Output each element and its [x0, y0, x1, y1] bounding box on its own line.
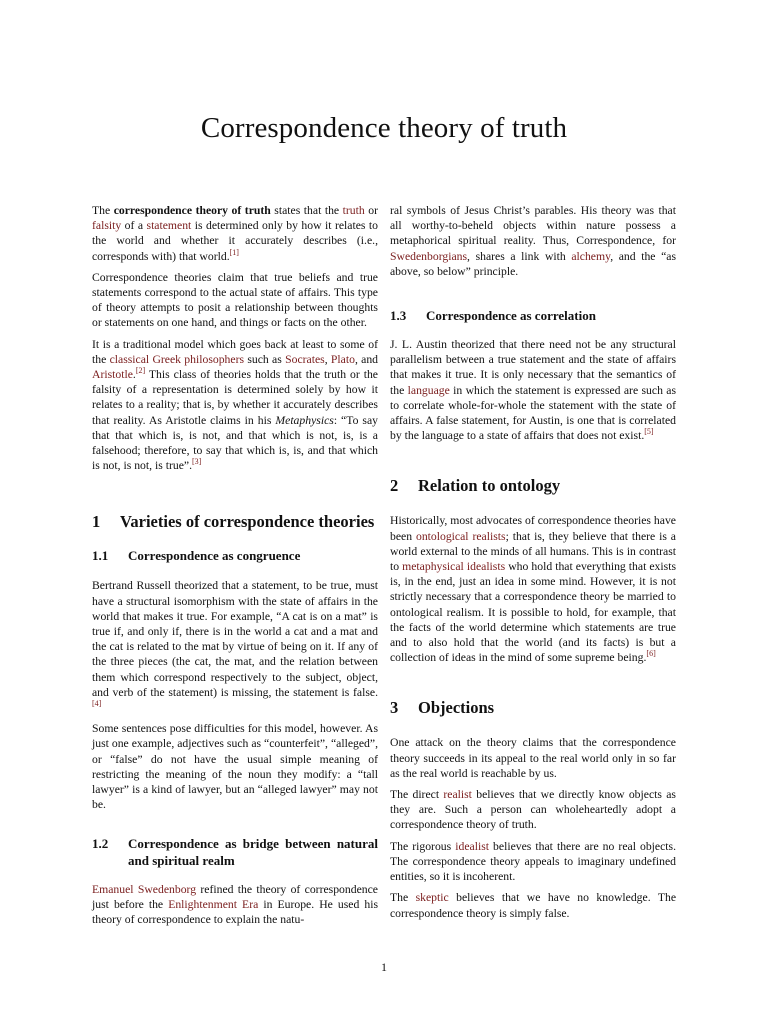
text: in which the statement is expressed are such as to correlate whole-for-whole the statement with the state of affairs. A false statement, for Austin, is one that is correlated by the language to a state of affairs that does not exist. [390, 383, 677, 443]
subsection-title: Correspondence as congruence [128, 548, 301, 564]
section-number: 2 [390, 476, 399, 496]
subsection-1-3-heading [390, 307, 676, 324]
text: Bertrand Russell theorized that a statement, to be true, must have a structural isomorphism with the state of affairs in the world that makes it true. For example, “A cat is on a mat” is true if, and only if, there is in the world a cat and a mat and the cat is related to the mat by virtue of being on it. If any of the three pieces (the cat, the mat, and the relation between them which correspond respectively to the subject, object, and verb of the statement) is missing, the statement is false. [92, 579, 378, 699]
text: ; that is, they believe that there is a world external to the minds of all humans. This is in contrast to [390, 529, 676, 574]
text: of a [121, 219, 147, 233]
intro-paragraph-3 [92, 337, 378, 474]
text: believes that we have no knowledge. The correspondence theory is simply false. [390, 891, 677, 920]
left-column [92, 203, 378, 933]
subsection-number: 1.3 [390, 308, 407, 324]
link-swedenborgians[interactable]: Swedenborgians [390, 249, 468, 263]
subsection-number: 1.2 [92, 835, 109, 851]
text: in Europe. He used his theory of correspondence to explain the natu- [92, 897, 379, 926]
text: , and the “as above, so below” principle. [390, 249, 676, 278]
subsection-1-1-heading [92, 547, 378, 564]
text: believes that there are no real objects. The correspondence theory appeals to imaginary undefined entities, so it is incoherent. [390, 839, 677, 884]
section-title: Objections [418, 698, 495, 718]
text: refined the theory of correspondence just before the [92, 882, 378, 911]
text: This class of theories holds that the truth or the falsity of a representation is determined solely by how it relates to a reality; that is, by whether it accurately describes that reality. As Aristotle claims in his [92, 368, 378, 427]
section-title: Relation to ontology [418, 476, 561, 496]
link-emanuel-swedenborg[interactable]: Emanuel Swedenborg [92, 882, 197, 896]
text: . [132, 368, 136, 382]
citation-1[interactable]: [1] [229, 247, 239, 257]
text: The direct [390, 788, 444, 802]
section-number: 1 [92, 512, 101, 532]
intro-paragraph-1 [92, 203, 378, 264]
citation-3[interactable]: [3] [192, 457, 202, 467]
link-aristotle[interactable]: Aristotle [92, 368, 133, 382]
ontology-paragraph [390, 513, 676, 665]
text: ral symbols of Jesus Christ’s parables. His theory was that all worthy-to-beheld objects within nature possess a metaphorical spiritual reality. Thus, Correspondence, for [390, 204, 676, 248]
link-metaphysical-idealists[interactable]: metaphysical idealists [402, 560, 506, 574]
link-ontological-realists[interactable]: ontological realists [415, 529, 506, 543]
link-skeptic[interactable]: skeptic [415, 891, 449, 905]
subsection-1-2-heading [92, 835, 378, 869]
text: who hold that everything that exists is, in the end, just an idea in some mind. However, it is not strictly necessary that a correspondence theory be married to ontological realism. It is possible to hold, for example, that the facts of the world determine which statements are true and to also hold that the world (and its facts) is but a collection of ideas in the mind of some supreme being. [390, 560, 676, 665]
citation-5[interactable]: [5] [644, 427, 654, 437]
link-idealist[interactable]: idealist [455, 839, 489, 853]
objections-paragraph-4 [390, 890, 676, 920]
link-falsity[interactable]: falsity [92, 219, 122, 233]
text: The [92, 204, 114, 217]
subsection-title: Correspondence as correlation [426, 308, 596, 324]
italic-title: Metaphysics [275, 413, 334, 427]
objections-paragraph-1: One attack on the theory claims that the correspondence theory succeeds in its appeal to the real world only in so far as the real world is reachable by us. [390, 736, 676, 780]
link-realist[interactable]: realist [443, 788, 472, 802]
link-statement[interactable]: statement [146, 219, 192, 233]
text: : “To say that that which is, is not, and that which is not, is, is a falsehood; therefore, to say that which is, is, and that which is not, is not, is true”. [92, 413, 378, 473]
congruence-paragraph-1 [92, 578, 378, 715]
text: is determined only by how it relates to the world and whether it accurately describes (i.e., corresponds with) that world. [92, 219, 378, 263]
text: The rigorous [390, 839, 456, 853]
text: , [324, 352, 331, 366]
text: It is a traditional model which goes back at least to some of the [92, 337, 378, 366]
citation-6[interactable]: [6] [646, 649, 656, 659]
subsection-number: 1.1 [92, 548, 109, 564]
link-enlightenment-era[interactable]: Enlightenment Era [168, 897, 259, 911]
correlation-paragraph [390, 337, 676, 443]
link-language[interactable]: language [407, 383, 450, 397]
citation-2[interactable]: [2] [135, 366, 146, 376]
text: J. L. Austin theorized that there need not be any structural parallelism between a true statement and the state of affairs that makes it true. It is only necessary that the semantics of the [390, 338, 676, 397]
text: , and [354, 352, 379, 366]
right-column [390, 203, 676, 927]
section-title: Varieties of correspondence theories [120, 512, 375, 532]
text: The [390, 891, 416, 905]
section-2-heading [390, 475, 676, 497]
intro-paragraph-2: Correspondence theories claim that true beliefs and true statements correspond to the actual state of affairs. This type of theory attempts to posit a relationship between thoughts or statements on one hand, and things or facts on the other. [92, 270, 378, 330]
link-classical-greek-philosophers[interactable]: classical Greek philosophers [109, 352, 245, 366]
subsection-title: Correspondence as bridge between natural and spiritual realm [128, 835, 378, 868]
text: believes that we directly know objects as they are. Such a person can wholeheartedly adopt a correspondence theory of truth. [390, 788, 676, 832]
citation-4[interactable]: [4] [92, 699, 102, 709]
text: such as [244, 352, 286, 366]
swedenborg-paragraph-part-1 [92, 882, 378, 928]
objections-paragraph-2 [390, 787, 676, 833]
section-1-heading [92, 511, 378, 533]
section-number: 3 [390, 698, 399, 718]
text: or [364, 204, 378, 217]
link-socrates[interactable]: Socrates [285, 352, 325, 366]
link-plato[interactable]: Plato [330, 352, 355, 366]
link-alchemy[interactable]: alchemy [571, 249, 611, 263]
bold-term: correspondence theory of truth [113, 204, 271, 217]
text: Historically, most advocates of correspondence theories have been [390, 514, 676, 543]
section-3-heading [390, 697, 676, 719]
text: states that the [270, 204, 343, 217]
text: , shares a link with [467, 249, 572, 263]
objections-paragraph-3 [390, 839, 676, 885]
page-number: 1 [381, 960, 387, 974]
link-truth[interactable]: truth [342, 204, 365, 217]
page-title: Correspondence theory of truth [200, 112, 568, 144]
congruence-paragraph-2: Some sentences pose difficulties for this model, however. As just one example, adjectives such as “counterfeit”, “alleged”, or “false” do not have the usual simple meaning of restricting the meaning of the noun they modify: a “tall lawyer” is a kind of lawyer, but an “alleged lawyer” may not be. [92, 722, 378, 812]
swedenborg-paragraph-part-2 [390, 203, 676, 279]
